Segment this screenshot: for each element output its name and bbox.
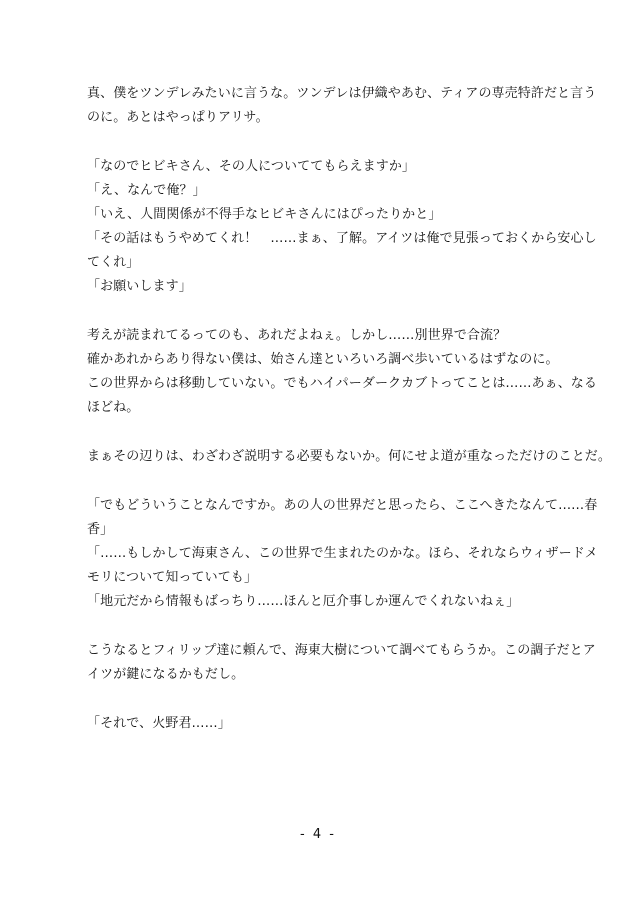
text-line: この世界からは移動していない。でもハイパーダークカブトってことは……あぁ、なる <box>87 376 597 391</box>
paragraph-gap <box>87 420 557 445</box>
dialogue-line: モリについて知っていても」 <box>87 570 258 585</box>
paragraph <box>87 639 596 687</box>
paragraph <box>87 445 612 469</box>
paragraph <box>87 712 557 736</box>
text-line: ほどね。 <box>87 400 140 415</box>
dialogue-line: 「なのでヒビキさん、その人についててもらえますか」 <box>87 159 416 174</box>
paragraph-gap <box>87 614 557 639</box>
paragraph <box>87 494 598 614</box>
text-line: こうなるとフィリップ達に頼んで、海東大樹について調べてもらうか。この調子だとア <box>87 643 596 658</box>
paragraph <box>87 155 597 299</box>
dialogue-line: 「いえ、人間関係が不得手なヒビキさんにはぴったりかと」 <box>87 207 442 222</box>
paragraph <box>87 82 597 130</box>
body-text <box>87 82 612 736</box>
dialogue-line: 香」 <box>87 522 114 537</box>
text-line: 確かあれからあり得ない僕は、始さん達といろいろ調べ歩いているはずなのに。 <box>87 352 559 367</box>
paragraph-gap <box>87 687 557 712</box>
paragraph <box>87 324 597 420</box>
text-line: 考えが読まれてるってのも、あれだよねぇ。しかし……別世界で合流？ <box>87 328 507 343</box>
paragraph-gap <box>87 299 557 324</box>
dialogue-line: 「それで、火野君……」 <box>87 716 231 731</box>
dialogue-line: 「その話はもうやめてくれ！ ……まぁ、了解。アイツは俺で見張っておくから安心し <box>87 231 597 246</box>
text-line: 真、僕をツンデレみたいに言うな。ツンデレは伊織やあむ、ティアの専売特許だと言う <box>87 86 597 101</box>
page-number: - 4 - <box>300 827 336 842</box>
dialogue-line: 「え、なんで俺？」 <box>87 183 206 198</box>
dialogue-line: 「……もしかして海東さん、この世界で生まれたのかな。ほら、それならウィザードメ <box>87 546 598 561</box>
dialogue-line: 「お願いします」 <box>87 279 192 294</box>
paragraph-gap <box>87 130 557 155</box>
dialogue-line: 「でもどういうことなんですか。あの人の世界だと思ったら、ここへきたなんて……春 <box>87 498 598 513</box>
text-line: のに。あとはやっぱりアリサ。 <box>87 110 269 125</box>
dialogue-line: 「地元だから情報もばっちり……ほんと厄介事しか運んでくれないねぇ」 <box>87 594 520 609</box>
paragraph-gap <box>87 469 557 494</box>
dialogue-line: てくれ」 <box>87 255 140 270</box>
text-line: イツが鍵になるかもだし。 <box>87 667 245 682</box>
text-line: まぁその辺りは、わざわざ説明する必要もないか。何にせよ道が重なっただけのことだ。 <box>87 449 612 464</box>
